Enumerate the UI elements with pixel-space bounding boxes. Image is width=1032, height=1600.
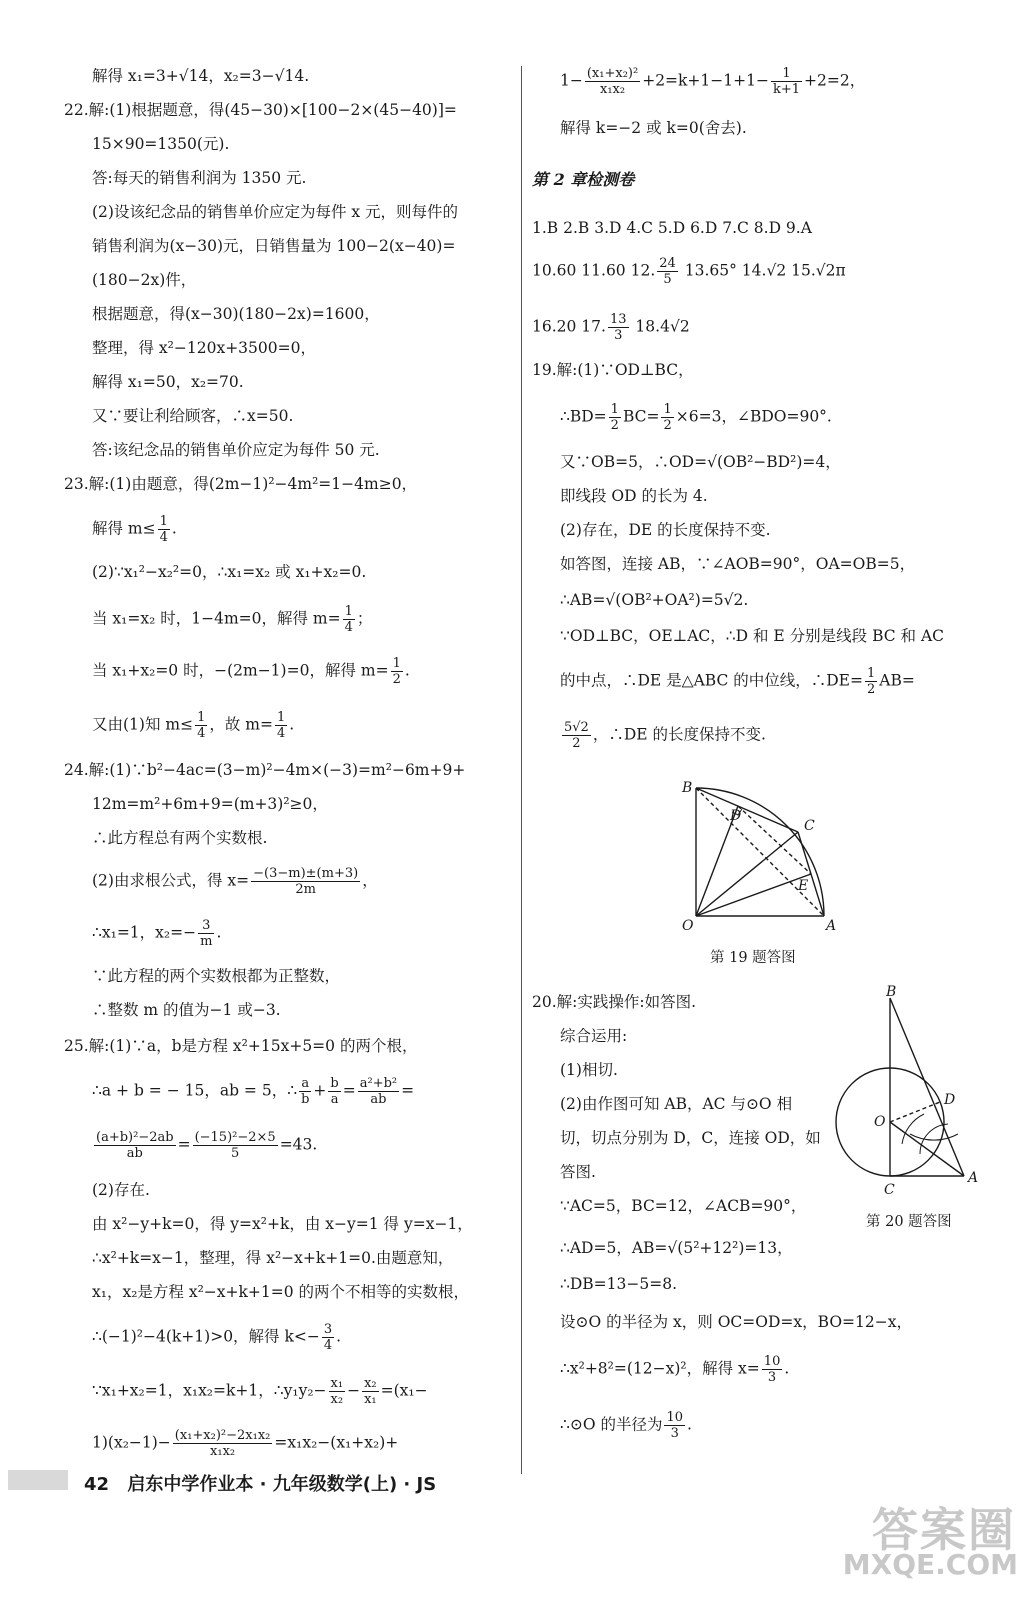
- text-line: 又∵要让利给顾客，∴x=50.: [92, 407, 294, 425]
- text-line: 解得 k=−2 或 k=0(舍去).: [560, 119, 747, 137]
- text-line: ∵x₁+x₂=1，x₁x₂=k+1，∴y₁y₂− $\frac{\text{x₁}}{\text{x₂}}$ − $\frac{\text{x₂}}{\text{x₁}}$ =(x₁−: [92, 1376, 428, 1407]
- text-line: 答图.: [560, 1163, 596, 1181]
- answer-key: 1.B 2.B 3.D 4.C 5.D 6.D 7.C 8.D 9.A: [532, 219, 812, 237]
- text-line: ∴(−1)²−4(k+1)>0，解得 k<− $\frac{3}{4}$ .: [92, 1322, 342, 1353]
- text-line: ∴x²+8²=(12−x)²，解得 x= $\frac{10}{3}$ .: [560, 1354, 790, 1385]
- text-line: 答:每天的销售利润为 1350 元.: [92, 169, 307, 187]
- fraction: $\frac{10}{3}$: [666, 1410, 684, 1441]
- figure-19-caption: 第 19 题答图: [710, 950, 796, 966]
- figure-20: [832, 984, 992, 1204]
- text-line: 又由(1)知 m≤ $\frac{1}{4}$ ，故 m= $\frac{1}{4}$ .: [92, 710, 295, 741]
- text-line: x₁，x₂是方程 x²−x+k+1=0 的两个不相等的实数根，: [92, 1283, 470, 1301]
- label-O: O: [682, 918, 694, 934]
- text-line: ∵AC=5，BC=12，∠ACB=90°，: [560, 1197, 807, 1215]
- label-E: E: [798, 878, 809, 894]
- text-line: 根据题意，得(x−30)(180−2x)=1600，: [92, 305, 380, 323]
- label-C: C: [884, 1182, 895, 1198]
- text-line: (2)由作图可知 AB，AC 与⊙O 相: [560, 1095, 793, 1113]
- label-C: C: [804, 818, 815, 834]
- footer: [84, 1470, 436, 1496]
- text-line: 1)(x₂−1)− $\frac{\text{(x₁+x₂)²−2x₁x₂}}{\text{x₁x₂}}$ =x₁x₂−(x₁+x₂)+: [92, 1428, 399, 1459]
- text-line: 整理，得 x²−120x+3500=0，: [92, 339, 316, 357]
- label-O: O: [874, 1114, 886, 1130]
- text-line: $\frac{5√2}{2}$ ，∴DE 的长度保持不变.: [564, 720, 766, 751]
- figure-20-caption: 第 20 题答图: [866, 1214, 952, 1230]
- text-line: (1)相切.: [560, 1061, 618, 1079]
- fraction: $\frac{1}{2}$: [610, 402, 619, 433]
- fraction: $\frac{\text{(x₁+x₂)²}}{\text{x₁x₂}}$: [586, 66, 639, 97]
- text-line: 当 x₁+x₂=0 时，−(2m−1)=0，解得 m= $\frac{1}{2}$ .: [92, 656, 410, 687]
- book-title: 启东中学作业本 · 九年级数学(上) · JS: [127, 1474, 437, 1495]
- text-line: 的中点，∴DE 是△ABC 的中位线，∴DE= $\frac{1}{2}$ AB=: [560, 666, 915, 697]
- text-line: $\frac{\text{(a+b)²−2ab}}{ab}$ = $\frac{\text{(−15)²−2×5}}{5}$ =43.: [96, 1130, 318, 1161]
- text-line: ∴x²+k=x−1，整理，得 x²−x+k+1=0.由题意知，: [92, 1249, 454, 1267]
- problem-23: 23.解:(1)由题意，得(2m−1)²−4m²=1−4m≥0，: [64, 475, 418, 493]
- text-line: 15×90=1350(元).: [92, 135, 230, 153]
- problem-19: 19.解:(1)∵OD⊥BC，: [532, 361, 694, 379]
- problem-25: 25.解:(1)∵a，b是方程 x²+15x+5=0 的两个根，: [64, 1037, 418, 1055]
- text-line: 解得 m≤ $\frac{1}{4}$ .: [92, 514, 177, 545]
- label-B: B: [682, 780, 693, 796]
- text-line: 答:该纪念品的销售单价应定为每件 50 元.: [92, 441, 380, 459]
- fraction: $\frac{1}{2}$: [663, 402, 672, 433]
- section-heading: 第 2 章检测卷: [532, 170, 635, 189]
- fraction: $\frac{1}{2}$: [866, 666, 876, 697]
- text-line: ∴整数 m 的值为−1 或−3.: [92, 1001, 281, 1019]
- text-line: (2)由求根公式，得 x= $\frac{-(3-m)\pm(m+3)}{2m}$ ，: [92, 866, 378, 897]
- label-B: B: [886, 984, 897, 1000]
- label-A: A: [826, 918, 837, 934]
- page-number: 42: [84, 1474, 110, 1495]
- text-line: 即线段 OD 的长为 4.: [560, 487, 708, 505]
- text-line: ∴BD= $\frac{1}{2}$ BC= $\frac{1}{2}$ ×6=3，∠BDO=90°.: [560, 402, 832, 433]
- fraction: $\frac{1}{4}$: [344, 604, 353, 635]
- problem-24: 24.解:(1)∵b²−4ac=(3−m)²−4m×(−3)=m²−6m+9+: [64, 761, 466, 779]
- text-line: 销售利润为(x−30)元，日销售量为 100−2(x−40)=: [92, 237, 456, 255]
- problem-22: 22.解:(1)根据题意，得(45−30)×[100−2×(45−40)]=: [64, 101, 457, 119]
- fraction: $\frac{\text{a²+b²}}{ab}$: [359, 1076, 398, 1107]
- fraction: $\frac{\text{x₂}}{\text{x₁}}$: [364, 1376, 377, 1407]
- text-line: ∴DB=13−5=8.: [560, 1275, 678, 1293]
- text-line: 设⊙O 的半径为 x，则 OC=OD=x，BO=12−x，: [560, 1313, 912, 1331]
- fraction: $\frac{\text{(a+b)²−2ab}}{ab}$: [96, 1130, 174, 1161]
- text-line: 综合运用:: [560, 1027, 628, 1045]
- fraction: $\frac{13}{3}$: [609, 312, 627, 343]
- fraction: $\frac{-(3-m)\pm(m+3)}{2m}$: [253, 866, 359, 897]
- fraction: $\frac{1}{4}$: [159, 514, 168, 545]
- watermark-logo: 答案圈: [872, 1503, 1016, 1557]
- text-line: 解得 x₁=3+√14，x₂=3−√14.: [92, 67, 310, 85]
- text-line: (2)设该纪念品的销售单价应定为每件 x 元，则每件的: [92, 203, 459, 221]
- text-line: ∴AB=√(OB²+OA²)=5√2.: [560, 591, 749, 609]
- fraction: $\frac{3}{m}$: [200, 918, 213, 949]
- label-A: A: [968, 1170, 979, 1186]
- text-line: 又∵OB=5，∴OD=√(OB²−BD²)=4，: [560, 453, 841, 471]
- text-line: (2)∵x₁²−x₂²=0，∴x₁=x₂ 或 x₁+x₂=0.: [92, 563, 367, 581]
- footer-bar: [8, 1470, 68, 1490]
- text-line: (2)存在.: [92, 1181, 150, 1199]
- text-line: ∴AD=5，AB=√(5²+12²)=13，: [560, 1239, 793, 1257]
- text-line: (2)存在，DE 的长度保持不变.: [560, 521, 771, 539]
- fraction: $\frac{\text{(−15)²−2×5}}{5}$: [194, 1130, 276, 1161]
- text-line: 由 x²−y+k=0，得 y=x²+k，由 x−y=1 得 y=x−1，: [92, 1215, 473, 1233]
- figure-19: [678, 778, 868, 938]
- text-line: 切，切点分别为 D，C，连接 OD，如: [560, 1129, 821, 1147]
- label-D: D: [730, 808, 742, 824]
- watermark-url: MXQE.COM: [842, 1548, 1018, 1581]
- text-line: ∴x₁=1，x₂=− $\frac{3}{m}$ .: [92, 918, 222, 949]
- fraction: $\frac{10}{3}$: [763, 1354, 781, 1385]
- text-line: (180−2x)件，: [92, 271, 197, 289]
- text-line: ∵此方程的两个实数根都为正整数，: [92, 967, 341, 985]
- fraction: $\frac{\text{(x₁+x₂)²−2x₁x₂}}{\text{x₁x₂}}$: [174, 1428, 271, 1459]
- column-divider: [521, 66, 522, 1474]
- fraction: $\frac{1}{k+1}$: [772, 66, 801, 97]
- text-line: ∴a + b = − 15，ab = 5，∴ $\frac{a}{b}$ + $\frac{b}{a}$ = $\frac{\text{a²+b²}}{ab}$ =: [92, 1076, 415, 1107]
- fraction: $\frac{3}{4}$: [323, 1322, 333, 1353]
- fraction: $\frac{a}{b}$: [301, 1076, 310, 1107]
- text-line: ∵OD⊥BC，OE⊥AC，∴D 和 E 分别是线段 BC 和 AC: [560, 627, 945, 645]
- text-line: 12m=m²+6m+9=(m+3)²≥0，: [92, 795, 328, 813]
- fraction: $\frac{5√2}{2}$: [564, 720, 589, 751]
- text-line: 如答图，连接 AB，∵∠AOB=90°，OA=OB=5，: [560, 555, 916, 573]
- fraction: $\frac{1}{4}$: [197, 710, 206, 741]
- fraction: $\frac{1}{2}$: [392, 656, 401, 687]
- answer-key: 16.20 17. $\frac{13}{3}$ 18.4√2: [532, 312, 690, 343]
- fraction: $\frac{1}{4}$: [276, 710, 286, 741]
- text-line: ∴此方程总有两个实数根.: [92, 829, 268, 847]
- fraction: $\frac{24}{5}$: [659, 256, 676, 287]
- fraction: $\frac{\text{x₁}}{\text{x₂}}$: [330, 1376, 344, 1407]
- text-line: 1− $\frac{\text{(x₁+x₂)²}}{\text{x₁x₂}}$ +2=k+1−1+1− $\frac{1}{k+1}$ +2=2，: [560, 66, 866, 97]
- text-line: ∴⊙O 的半径为 $\frac{10}{3}$ .: [560, 1410, 692, 1441]
- problem-20: 20.解:实践操作:如答图.: [532, 993, 697, 1011]
- answer-key: 10.60 11.60 12. $\frac{24}{5}$ 13.65° 14.√2 15.√2π: [532, 256, 846, 287]
- label-D: D: [944, 1092, 956, 1108]
- text-line: 当 x₁=x₂ 时，1−4m=0，解得 m= $\frac{1}{4}$ ；: [92, 604, 373, 635]
- text-line: 解得 x₁=50，x₂=70.: [92, 373, 244, 391]
- fraction: $\frac{b}{a}$: [330, 1076, 339, 1107]
